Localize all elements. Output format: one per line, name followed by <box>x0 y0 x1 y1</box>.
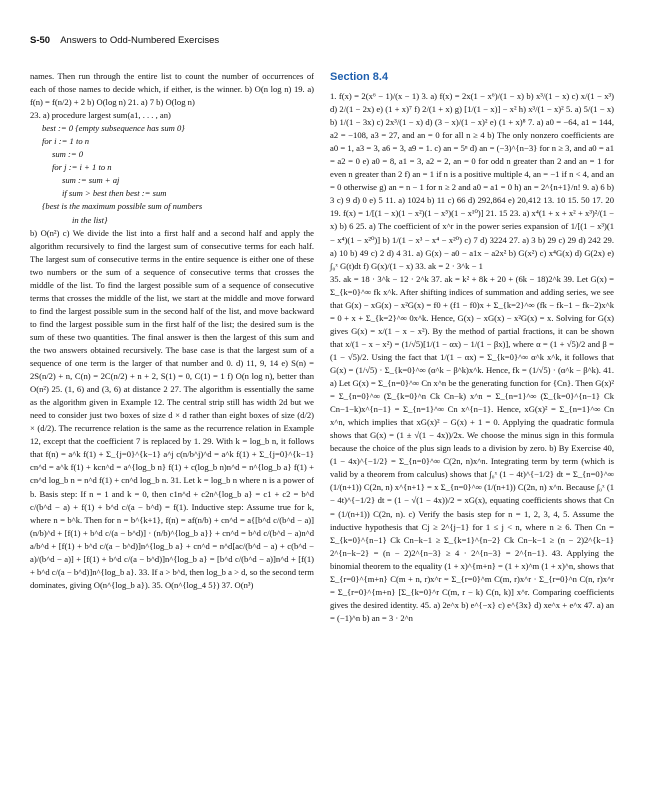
section-title: Section 8.4 <box>330 71 389 83</box>
algorithm-line: best := 0 {empty subsequence has sum 0} <box>42 123 185 134</box>
algorithm-line: for j := i + 1 to n <box>52 162 112 173</box>
algorithm-line: if sum > best then best := sum <box>62 188 167 199</box>
algorithm-line: sum := sum + aj <box>62 175 120 186</box>
left-paragraph-2: b) O(n²) c) We divide the list into a first half and a second half and apply the algorithm recursively to find the largest sum of consecutive terms for each half. The largest sum of consecutive terms in the entire sequence is either one of these two numbers or the sum of a sequence of consecutive terms that crosses the middle of the list. To find the largest possible sum of a sequence of consecutive terms that crosses the middle of the list, we start at the middle and move forward to find the largest possible sum in the second half of the list, and move backward to find the largest possible sum in the first half of the list; the desired sum is the sum of these two quantities. The final answer is then the largest of this sum and the two answers obtained recursively. The base case is that the largest sum of a sequence of one term is the larger of that number and 0. d) 11, 9, 14 e) S(n) = 2S(n/2) + n, C(n) = 2C(n/2) + n + 2, S(1) = 0, C(1) = 1 f) O(n log n), better than O(n²) 25. (1, 6) and (3, 6) at distance 2 27. The algorithm is essentially the same as the algorithm given in Example 12. The central strip still has width 2d but we need to consider just two boxes of size d × d rather than eight boxes of size (d/2) × (d/2). The recurrence relation is the same as the recurrence relation in Example 12, except that the coefficient 7 is replaced by 1. 29. With k = log_b n, it follows that f(n) = a^k f(1) + Σ_{j=0}^{k−1} a^j c(n/b^j)^d = a^k f(1) + Σ_{j=0}^{k−1} cn^d = a^k f(1) + kcn^d = a^{log_b n} f(1) + c(log_b n)n^d = n^{log_b a} f(1) + cn^d log_b n = n^d f(1) + cn^d log_b n. 31. Let k = log_b n where n is a power of b. Basis step: If n = 1 and k = 0, then c1n^d + c2n^{log_b a} = c1 + c2 = b^d c/(b^d − a) + f(1) + b^d c/(a − b^d) = f(1). Inductive step: Assume true for k, where n = b^k. Then for n = b^{k+1}, f(n) = af(n/b) + cn^d = a{[b^d c/(b^d − a)](n/b)^d + [f(1) + b^d c/(a − b^d)] · (n/b)^{log_b a}} + cn^d = b^d c/(b^d − a)n^d a/b^d + [f(1) + b^d c/(a − b^d)]n^{log_b a} + cn^d = n^d[ac/(b^d − a) + c(b^d − a)/(b^d − a)] + [f(1) + b^d c/(a − b^d)]n^{log_b a} = [b^d c/(b^d − a)]n^d + [f(1) + b^d c/(a − b^d)]n^{log_b a}. 33. If a > b^d, then log_b a > d, so the second term dominates, giving O(n^{log_b a}). 35. O(n^{log_4 5}) 37. O(n³) <box>30 227 314 590</box>
page-number: S-50 <box>30 35 51 46</box>
right-column <box>330 70 614 625</box>
right-paragraph-1: 1. f(x) = 2(x⁶ − 1)/(x − 1) 3. a) f(x) = 2x(1 − x⁶)/(1 − x) b) x³/(1 − x) c) x/(1 − x³) d) 2/(1 − 2x) e) (1 + x)⁷ f) 2/(1 + x) g) [1/(1 − x)] − x² h) x³/(1 − x)² 5. a) 5/(1 − x) b) 1/(1 − 3x) c) 2x³/(1 − x) d) (3 − x)/(1 − x)² e) (1 + x)⁸ 7. a) a0 = −64, a1 = 144, a2 = −108, a3 = 27, and an = 0 for all n ≥ 4 b) The only nonzero coefficients are a0 = 1, a3 = 3, a6 = 3, a9 = 1. c) an = 5ⁿ d) an = (−3)^{n−3} for n ≥ 3, and a0 = a1 = a2 = 0 e) a0 = 8, a1 = 3, a2 = 2, an = 0 for odd n greater than 2 and an = 1 for even n greater than 2 f) an = 1 if n is a positive multiple 4, an = −1 if n < 4, and an = 0 otherwise g) an = n − 1 for n ≥ 2 and a0 = a1 = 0 h) an = 2^{n+1}/n! 9. a) 6 b) 3 c) 9 d) 0 e) 5 11. a) 1024 b) 11 c) 66 d) 292,864 e) 20,412 13. 10 15. 50 17. 20 19. f(x) = 1/[(1 − x)(1 − x²)(1 − x⁵)(1 − x¹⁰)] 21. 15 23. a) x⁴(1 + x + x² + x³)²/(1 − x) b) 6 25. a) The coefficient of x^r in the power series expansion of 1/[(1 − x³)(1 − x⁴)(1 − x²⁰)] b) 1/(1 − x³ − x⁴ − x²⁰) c) 7 d) 3224 27. a) 3 b) 29 c) 29 d) 242 29. a) 10 b) 49 c) 2 d) 4 31. a) G(x) − a0 − a1x − a2x² b) G(x²) c) x⁴G(x) d) G(2x) e) ∫₀ˣ G(t)dt f) G(x)/(1 − x) 33. ak = 2 · 3^k − 1 <box>330 91 614 271</box>
exercise-23-heading: 23. a) procedure largest sum(a1, . . . , an) <box>30 110 171 121</box>
algorithm-line: for i := 1 to n <box>42 136 90 147</box>
left-column <box>30 70 314 592</box>
left-paragraph-1: names. Then run through the entire list to count the number of occurrences of each of those names to decide which, if either, is the winner. b) O(n log n) 19. a) f(n) = f(n/2) + 2 b) O(log n) 21. a) 7 b) O(log n) <box>30 71 314 108</box>
algorithm-line: {best is the maximum possible sum of numbers <box>42 201 203 212</box>
algorithm-line: in the list} <box>72 214 108 225</box>
right-paragraph-2: 35. ak = 18 · 3^k − 12 · 2^k 37. ak = k² + 8k + 20 + (6k − 18)2^k 39. Let G(x) = Σ_{k=0}^∞ fk x^k. After shifting indices of summation and adding series, we see that G(x) − xG(x) − x²G(x) = f0 + (f1 − f0)x + Σ_{k=2}^∞ (fk − fk−1 − fk−2)x^k = 0 + x + Σ_{k=2}^∞ 0x^k. Hence, G(x) − xG(x) − x²G(x) = x. Solving for G(x) gives G(x) = x/(1 − x − x²). By the method of partial fractions, it can be shown that x/(1 − x − x²) = (1/√5)[1/(1 − αx) − 1/(1 − βx)], where α = (1 + √5)/2 and β = (1 − √5)/2. Using the fact that 1/(1 − αx) = Σ_{k=0}^∞ α^k x^k, it follows that G(x) = (1/√5) · Σ_{k=0}^∞ (α^k − β^k)x^k. Hence, fk = (1/√5) · (α^k − β^k). 41. a) Let G(x) = Σ_{n=0}^∞ Cn x^n be the generating function for {Cn}. Then G(x)² = Σ_{n=0}^∞ (Σ_{k=0}^n Ck Cn−k) x^n = Σ_{n=1}^∞ (Σ_{k=0}^{n−1} Ck Cn−1−k)x^{n−1} = Σ_{n=1}^∞ Cn x^{n−1}. Hence, xG(x)² = Σ_{n=1}^∞ Cn x^n, which implies that xG(x)² − G(x) + 1 = 0. Applying the quadratic formula shows that G(x) = (1 ± √(1 − 4x))/2x. We choose the minus sign in this formula because the choice of the plus sign leads to a division by zero. b) By Exercise 40, (1 − 4x)^{−1/2} = Σ_{n=0}^∞ C(2n, n)x^n. Integrating term by term (which is valid by a theorem from calculus) shows that ∫₀ˣ (1 − 4t)^{−1/2} dt = Σ_{n=0}^∞ (1/(n+1)) C(2n, n) x^{n+1} = x Σ_{n=0}^∞ (1/(n+1)) C(2n, n) x^n. Because ∫₀ˣ (1 − 4t)^{−1/2} dt = (1 − √(1 − 4x))/2 = xG(x), equating coefficients shows that Cn = (1/(n+1)) C(2n, n). c) Verify the basis step for n = 1, 2, 3, 4, 5. Assume the inductive hypothesis that Cj ≥ 2^{j−1} for 1 ≤ j < n, where n ≥ 6. Then Cn = Σ_{k=0}^{n−1} Ck Cn−k−1 ≥ Σ_{k=1}^{n−2} Ck Cn−k−1 ≥ (n − 2)2^{k−1} 2^{n−k−2} = (n − 2)2^{n−3} ≥ 4 · 2^{n−3} = 2^{n−1}. 43. Applying the binomial theorem to the equality (1 + x)^{m+n} = (1 + x)^m (1 + x)^n, shows that Σ_{r=0}^{m+n} C(m + n, r)x^r = Σ_{r=0}^m C(m, r)x^r · Σ_{r=0}^n C(n, r)x^r = Σ_{r=0}^{m+n} [Σ_{k=0}^r C(m, r − k) C(n, k)] x^r. Comparing coefficients gives the desired identity. 45. a) 2e^x b) e^{−x} c) e^{3x} d) xe^x + e^x 47. a) an = (−1)^n b) an = 3 · 2^n <box>330 273 614 623</box>
page-header <box>30 35 618 46</box>
algorithm-line: sum := 0 <box>52 149 84 160</box>
running-title: Answers to Odd-Numbered Exercises <box>60 35 220 46</box>
algorithm-block <box>30 122 314 226</box>
